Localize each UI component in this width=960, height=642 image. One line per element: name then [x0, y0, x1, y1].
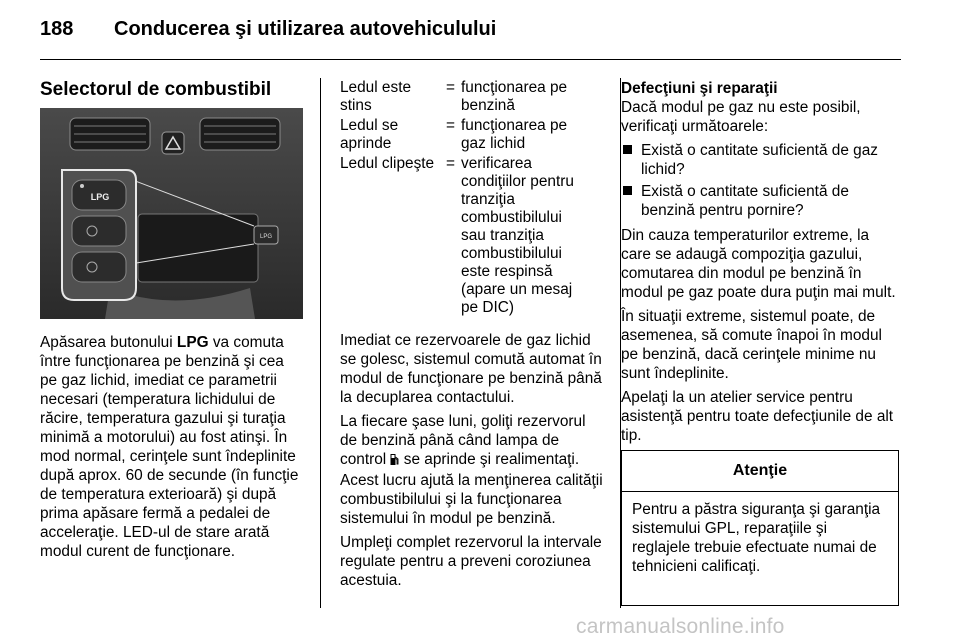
- column-1-text: [40, 333, 305, 566]
- notice-body: Pentru a păstra siguranţa şi garanţia sistemului GPL, reparaţiile şi reglajele trebuie efectuate numai de tehnicieni calificaţi.: [632, 501, 881, 575]
- empty-tank-paragraph: Imediat ce rezervoarele de gaz lichid se golesc, sistemul comută automat în modul de funcţionare pe benzină până la decuplarea contactului.: [340, 332, 602, 406]
- section-title: Selectorul de combustibil: [40, 79, 272, 100]
- bullet-icon: [623, 186, 632, 195]
- page-header: [40, 18, 496, 41]
- chapter-title: Conducerea şi utilizarea autovehiculului: [114, 18, 497, 40]
- petrol-tank-paragraph: [340, 412, 605, 528]
- led-state: Ledul clipeşte: [340, 155, 435, 172]
- para-prefix: Apăsarea butonului: [40, 334, 177, 351]
- watermark: carmanualsonline.info: [576, 615, 785, 638]
- list-item: [621, 141, 903, 179]
- led-state: Ledul este stins: [340, 79, 412, 114]
- warning-notice-box: [621, 450, 899, 606]
- faults-heading: Defecţiuni şi reparaţii: [621, 80, 778, 97]
- led-meaning: verificarea condiţiilor pentru tranziţia combustibilului sau tranziţia combustibilului este respinsă (apare un mesaj pe DIC): [461, 155, 574, 316]
- workshop-paragraph: Apelaţi la un atelier service pentru asistenţă pentru toate defecţiunile de alt tip.: [621, 389, 894, 444]
- lpg-button-paragraph: [40, 333, 305, 561]
- column-3-text: [621, 79, 903, 450]
- fill-tank-paragraph: Umpleţi complet rezervorul la intervale regulate pentru a preveni coroziunea acestuia.: [340, 534, 602, 589]
- para2-suffix: se aprinde şi realimentaţi. Acest lucru ajută la menţinerea calităţii combustibilului şi la funcţionarea sistemului în modul pe benzină.: [340, 451, 603, 527]
- page-number: 188: [40, 18, 74, 40]
- list-item-text: Există o cantitate suficientă de gaz lichid?: [641, 142, 878, 178]
- equals-sign: =: [446, 117, 455, 134]
- bullet-icon: [623, 145, 632, 154]
- list-item: [621, 182, 903, 220]
- para-suffix: va comuta între funcţionarea pe benzină şi cea pe gaz lichid, imediat ce parametrii necesari (temperatura lichidului de răcire, temperatura gazului şi turaţia minimă a motorului) au fost atinşi. În mod normal, cerinţele sunt îndeplinite după aprox. 60 de secunde (în funcţie de temperatura exterioară) şi după prima apăsare fermă a pedalei de acceleraţie. LED-ul de stare arată modul curent de funcţionare.: [40, 334, 299, 560]
- header-rule: [40, 59, 901, 60]
- table-row: [340, 155, 579, 319]
- list-item-text: Există o cantitate suficientă de benzină pentru pornire?: [641, 183, 849, 219]
- lpg-keyword: LPG: [176, 334, 209, 351]
- equals-sign: =: [446, 155, 455, 172]
- check-list: [621, 141, 903, 220]
- faults-intro: Dacă modul pe gaz nu este posibil, verificaţi următoarele:: [621, 99, 861, 135]
- small-lpg-label: LPG: [259, 234, 273, 240]
- equals-sign: =: [446, 79, 455, 96]
- large-lpg-label: LPG: [90, 192, 110, 202]
- table-row: [340, 79, 579, 117]
- notice-title: Atenţie: [622, 451, 898, 492]
- table-row: [340, 117, 579, 155]
- lpg-button-illustration: [40, 108, 303, 319]
- para2-prefix: La fiecare şase luni, goliţi rezervorul de benzină până când lampa de control: [340, 413, 586, 468]
- led-state: Ledul se aprinde: [340, 117, 399, 152]
- extreme-temp-paragraph: Din cauza temperaturilor extreme, la care se adaugă compoziţia gazului, comutarea din modul pe benzină în modul pe gaz poate dura puţin mai mult.: [621, 227, 896, 301]
- extreme-situation-paragraph: În situaţii extreme, sistemul poate, de asemenea, să comute înapoi în modul pe benzină, dacă cerinţele minime nu sunt îndeplinite.: [621, 308, 882, 382]
- led-status-table: [340, 79, 579, 319]
- led-meaning: funcţionarea pe benzină: [461, 79, 568, 114]
- column-2-text: [340, 79, 605, 595]
- column-divider-1: [320, 78, 321, 608]
- led-meaning: funcţionarea pe gaz lichid: [461, 117, 568, 152]
